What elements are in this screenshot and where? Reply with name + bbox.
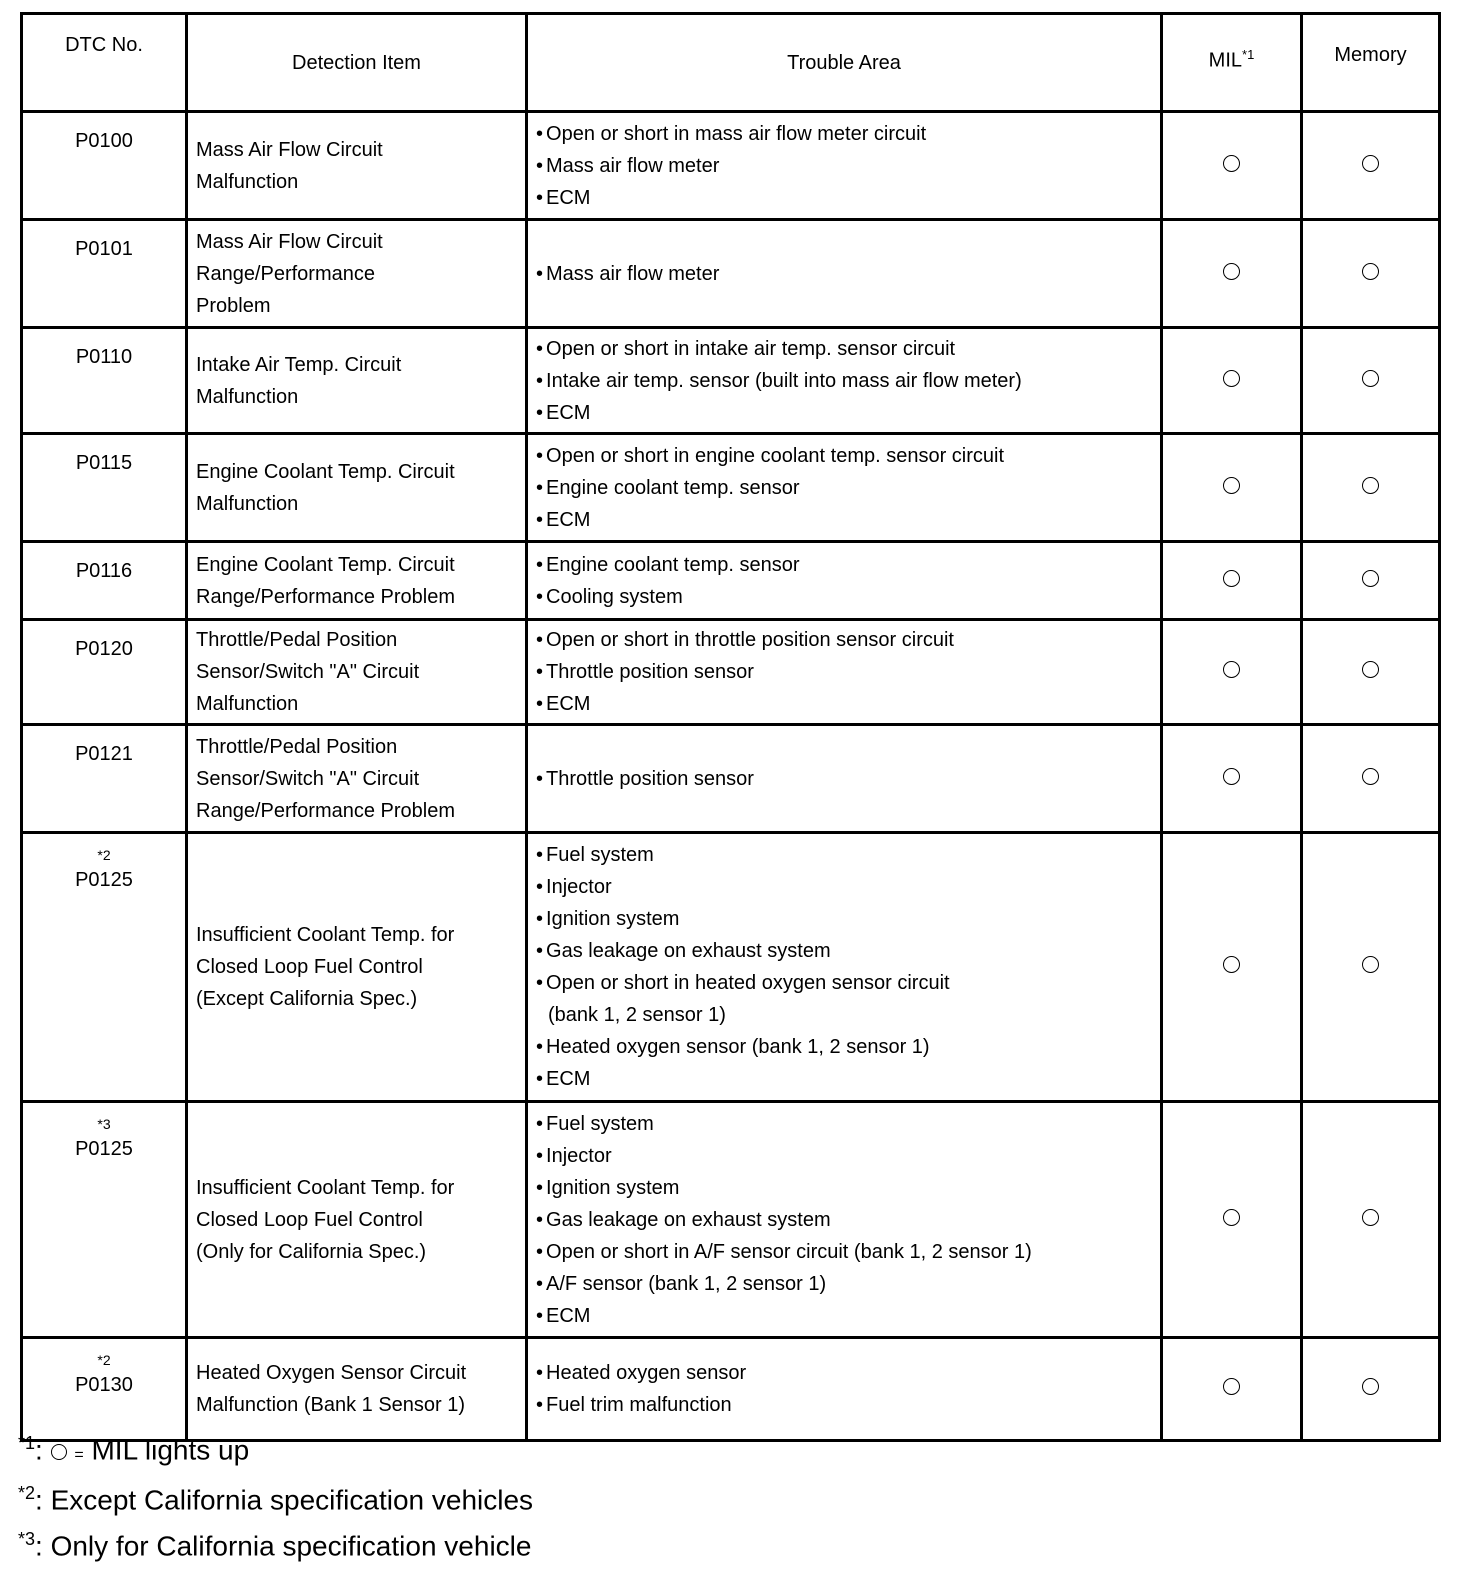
circle-icon [1223,263,1240,280]
footnote-2: $^{*2}$: Except California specification vehicles [18,1483,534,1516]
circle-icon [1223,956,1240,973]
table-row [22,620,1440,725]
dtc-cell [22,1102,187,1338]
circle-icon [1223,570,1240,587]
trouble-area-line: • Ignition system [536,1172,1152,1204]
dtc-code: P0120 [75,638,133,660]
footnote-mark: *3 [18,1528,36,1549]
footnote-mark: *1 [18,1433,36,1453]
detection-item-line: Sensor/Switch "A" Circuit [196,767,420,790]
trouble-area-line: • Gas leakage on exhaust system [536,935,1152,967]
trouble-area-cell [527,620,1162,725]
footnote-1: $^{*1}$: = MIL lights up [18,1433,250,1466]
detection-item-cell [187,328,527,434]
trouble-area-line: • Engine coolant temp. sensor [536,472,1152,504]
dtc-cell [22,620,187,725]
memory-cell [1302,833,1440,1102]
dtc-footnote-mark: *3 [97,1116,111,1132]
circle-icon [1223,370,1240,387]
trouble-area-line: • ECM [536,397,1152,429]
trouble-area-line: • Fuel system [536,839,1152,871]
trouble-area-cell [527,833,1162,1102]
trouble-area-cell [527,542,1162,620]
equals-sign: = [74,1446,84,1464]
trouble-area-line: • Injector [536,1140,1152,1172]
trouble-area-line: • Open or short in engine coolant temp. sensor circuit [536,440,1152,472]
circle-icon [1362,477,1379,494]
trouble-area-line: • Mass air flow meter [536,258,1152,290]
trouble-area-line: • ECM [536,1300,1152,1332]
trouble-area-line: • Injector [536,871,1152,903]
footnote-mark: *2 [18,1483,36,1504]
circle-icon [1223,1209,1240,1226]
mil-cell [1162,833,1302,1102]
mil-footnote-mark: *1 [1242,47,1255,62]
trouble-area-line: • Fuel trim malfunction [536,1389,1152,1421]
mil-cell [1162,1102,1302,1338]
circle-icon [1223,1378,1240,1395]
header-row [22,14,1440,112]
memory-cell [1302,112,1440,220]
detection-item-line: (Only for California Spec.) [196,1240,427,1263]
trouble-area-line: • Open or short in A/F sensor circuit (bank 1, 2 sensor 1) [536,1236,1152,1268]
detection-item-line: Range/Performance Problem [196,799,456,822]
dtc-code: P0100 [75,130,133,152]
mil-cell [1162,620,1302,725]
circle-icon [1362,570,1379,587]
detection-item-line: Insufficient Coolant Temp. for [196,924,455,946]
trouble-area-line: • Open or short in mass air flow meter circuit [536,118,1152,150]
footnote-text: Only for California specification vehicle [50,1529,532,1561]
circle-icon [1362,768,1379,785]
mil-cell [1162,328,1302,434]
footnote-text: Except California specification vehicles [50,1484,534,1516]
dtc-table [20,12,1441,1442]
dtc-cell [22,833,187,1102]
circle-icon [1362,370,1379,387]
dtc-code: P0116 [75,560,133,582]
trouble-area-line: • Mass air flow meter [536,150,1152,182]
detection-item-line: Engine Coolant Temp. Circuit [196,553,455,576]
detection-item-line: Engine Coolant Temp. Circuit [196,460,455,483]
table-row [22,328,1440,434]
table-row [22,1102,1440,1338]
table-row [22,833,1440,1102]
mil-cell [1162,542,1302,620]
detection-item-cell [187,542,527,620]
dtc-cell [22,328,187,434]
detection-item-cell [187,1102,527,1338]
detection-item-line: Malfunction [196,385,299,408]
mil-cell [1162,1338,1302,1441]
dtc-code: P0121 [75,743,133,765]
table-row [22,220,1440,328]
detection-item-line: Intake Air Temp. Circuit [196,353,402,376]
trouble-area-line: • Engine coolant temp. sensor [536,549,1152,581]
trouble-area-cell [527,725,1162,833]
header-memory: Memory [1302,14,1440,112]
trouble-area-line: • Open or short in intake air temp. sensor circuit [536,333,1152,365]
dtc-footnote-mark: *2 [97,847,111,863]
detection-item-line: Insufficient Coolant Temp. for [196,1176,455,1199]
trouble-area-line: • Throttle position sensor [536,763,1152,795]
header-mil [1162,14,1302,112]
detection-item-cell [187,112,527,220]
dtc-code: P0115 [75,452,133,474]
trouble-area-cell [527,1338,1162,1441]
detection-item-line: Range/Performance Problem [196,585,456,608]
circle-icon [1223,661,1240,678]
header-trouble-area: Trouble Area [527,14,1162,112]
circle-icon [1223,477,1240,494]
dtc-footnote-mark: *2 [97,1352,111,1368]
trouble-area-line: • ECM [536,1063,1152,1095]
footnote-3: $^{*3}$: Only for California specification vehicle [18,1528,532,1561]
header-dtc: DTC No. [22,14,187,112]
detection-item-line: Heated Oxygen Sensor Circuit [196,1362,467,1384]
mil-cell [1162,434,1302,542]
trouble-area-cell [527,328,1162,434]
trouble-area-cell [527,220,1162,328]
detection-item-line: Sensor/Switch "A" Circuit [196,661,420,683]
trouble-area-line: • ECM [536,504,1152,536]
table-row [22,725,1440,833]
trouble-area-line: • Intake air temp. sensor (built into mass air flow meter) [536,365,1152,397]
memory-cell [1302,620,1440,725]
trouble-area-cell [527,434,1162,542]
memory-cell [1302,328,1440,434]
detection-item-line: Malfunction (Bank 1 Sensor 1) [196,1394,466,1416]
detection-item-cell [187,434,527,542]
footnotes [18,1424,533,1565]
trouble-area-line: • Fuel system [536,1108,1152,1140]
memory-cell [1302,1338,1440,1441]
memory-cell [1302,1102,1440,1338]
detection-item-cell [187,833,527,1102]
circle-icon [1362,956,1379,973]
dtc-code: P0125 [75,869,133,891]
trouble-area-line: • Ignition system [536,903,1152,935]
detection-item-cell [187,620,527,725]
mil-cell [1162,220,1302,328]
dtc-cell [22,542,187,620]
dtc-cell [22,434,187,542]
detection-item-line: Throttle/Pedal Position [196,629,398,651]
dtc-code: P0130 [75,1374,133,1396]
detection-item-line: Malfunction [196,492,299,515]
detection-item-line: Problem [196,294,271,317]
detection-item-line: Closed Loop Fuel Control [196,956,423,978]
trouble-area-line: • Open or short in throttle position sensor circuit [536,624,1152,656]
circle-icon [1223,155,1240,172]
trouble-area-line: • A/F sensor (bank 1, 2 sensor 1) [536,1268,1152,1300]
dtc-code: P0125 [75,1138,133,1160]
table-row [22,112,1440,220]
circle-icon [1362,263,1379,280]
trouble-area-line: • Cooling system [536,581,1152,613]
detection-item-line: Closed Loop Fuel Control [196,1208,423,1231]
detection-item-cell [187,725,527,833]
trouble-area-cell [527,112,1162,220]
dtc-cell [22,220,187,328]
detection-item-line: Mass Air Flow Circuit [196,230,383,253]
dtc-code: P0110 [75,346,133,368]
trouble-area-line: • Heated oxygen sensor (bank 1, 2 sensor 1) [536,1031,1152,1063]
circle-icon [1362,155,1379,172]
table-row [22,434,1440,542]
detection-item-line: Throttle/Pedal Position [196,735,398,758]
mil-cell [1162,112,1302,220]
memory-cell [1302,725,1440,833]
detection-item-line: Malfunction [196,170,299,193]
detection-item-cell [187,220,527,328]
footnote-text: MIL lights up [91,1434,250,1466]
table-row [22,542,1440,620]
circle-icon [1223,768,1240,785]
dtc-cell [22,725,187,833]
trouble-area-line: • Heated oxygen sensor [536,1357,1152,1389]
dtc-code: P0101 [75,238,133,260]
dtc-cell [22,112,187,220]
header-detection-item: Detection Item [187,14,527,112]
detection-item-line: (Except California Spec.) [196,988,418,1010]
trouble-area-line: (bank 1, 2 sensor 1) [548,1004,726,1026]
memory-cell [1302,220,1440,328]
trouble-area-cell [527,1102,1162,1338]
circle-icon [51,1444,67,1460]
circle-icon [1362,1378,1379,1395]
trouble-area-line: • Gas leakage on exhaust system [536,1204,1152,1236]
memory-cell [1302,434,1440,542]
mil-label: MIL [1208,49,1243,72]
trouble-area-line: • ECM [536,688,1152,720]
detection-item-line: Mass Air Flow Circuit [196,138,383,161]
detection-item-line: Range/Performance [196,262,375,285]
circle-icon [1362,1209,1379,1226]
mil-cell [1162,725,1302,833]
detection-item-line: Malfunction [196,693,299,715]
trouble-area-line: • Open or short in heated oxygen sensor circuit [536,967,1152,999]
trouble-area-line: • Throttle position sensor [536,656,1152,688]
trouble-area-line: • ECM [536,182,1152,214]
memory-cell [1302,542,1440,620]
circle-icon [1362,661,1379,678]
